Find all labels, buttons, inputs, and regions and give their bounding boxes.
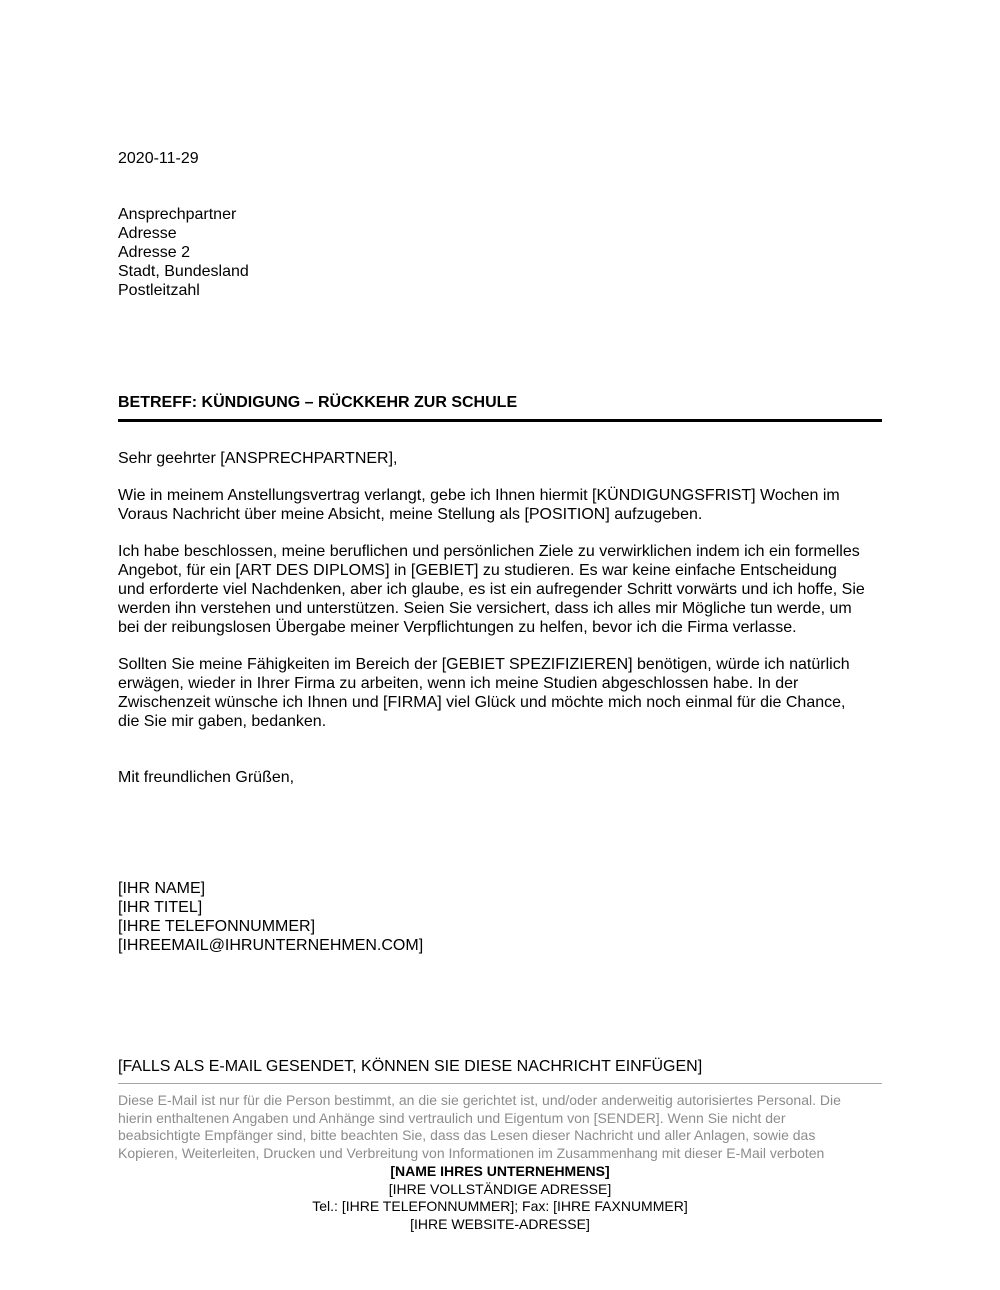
paragraph-line: bei der reibungslosen Übergabe meiner Verpflichtungen zu helfen, bevor ich die Firma verlasse. <box>118 619 797 636</box>
email-disclaimer <box>118 1092 882 1162</box>
body-paragraph-2 <box>118 542 882 637</box>
disclaimer-line: hierin enthaltenen Angaben und Anhänge sind vertraulich und Eigentum von [SENDER]. Wenn Sie nicht der <box>118 1109 786 1126</box>
paragraph-line: erwägen, wieder in Ihrer Firma zu arbeiten, wenn ich meine Studien abgeschlossen habe. In der <box>118 675 799 692</box>
email-note: [FALLS ALS E-MAIL GESENDET, KÖNNEN SIE DIESE NACHRICHT EINFÜGEN] <box>118 1058 703 1075</box>
company-name: [NAME IHRES UNTERNEHMENS] <box>390 1163 610 1179</box>
subject-divider <box>118 419 882 422</box>
sender-name: [IHR NAME] <box>118 880 206 897</box>
salutation: Sehr geehrter [ANSPRECHPARTNER], <box>118 450 398 467</box>
company-address: [IHRE VOLLSTÄNDIGE ADRESSE] <box>388 1180 612 1197</box>
recipient-city-state: Stadt, Bundesland <box>118 263 249 280</box>
paragraph-line: Zwischenzeit wünsche ich Ihnen und [FIRMA] viel Glück und möchte mich noch einmal für die Chance, <box>118 694 846 711</box>
body-paragraph-3 <box>118 655 882 731</box>
sender-title: [IHR TITEL] <box>118 899 203 916</box>
disclaimer-line: Kopieren, Weiterleiten, Drucken und Verbreitung von Informationen im Zusammenhang mit dieser E-Mail verboten <box>118 1144 825 1161</box>
recipient-address-line-1: Adresse <box>118 225 177 242</box>
recipient-address-line-2: Adresse 2 <box>118 244 191 261</box>
footer-divider <box>118 1083 882 1084</box>
paragraph-line: Angebot, für ein [ART DES DIPLOMS] in [GEBIET] zu studieren. Es war keine einfache Entscheidung <box>118 562 837 579</box>
letter-page <box>118 0 882 1290</box>
recipient-contact: Ansprechpartner <box>118 206 237 223</box>
paragraph-line: die Sie mir gaben, bedanken. <box>118 713 327 730</box>
letter-date: 2020-11-29 <box>118 150 199 167</box>
recipient-address <box>118 205 249 300</box>
paragraph-line: werden ihn verstehen und unterstützen. Seien Sie versichert, dass ich alles mir Mögliche tun werde, um <box>118 600 852 617</box>
company-footer <box>118 1163 882 1233</box>
paragraph-line: Sollten Sie meine Fähigkeiten im Bereich der [GEBIET SPEZIFIZIEREN] benötigen, würde ich natürlich <box>118 656 850 673</box>
recipient-postal-code: Postleitzahl <box>118 282 200 299</box>
disclaimer-line: beabsichtigte Empfänger sind, bitte beachten Sie, dass das Lesen dieser Nachricht und aller Anlagen, sowie das <box>118 1127 816 1143</box>
sender-phone: [IHRE TELEFONNUMMER] <box>118 918 316 935</box>
body-paragraph-1 <box>118 486 882 524</box>
sender-email: [IHREEMAIL@IHRUNTERNEHMEN.COM] <box>118 937 424 954</box>
subject-line: BETREFF: KÜNDIGUNG – RÜCKKEHR ZUR SCHULE <box>118 394 518 411</box>
disclaimer-line: Diese E-Mail ist nur für die Person bestimmt, an die sie gerichtet ist, und/oder anderweitig autorisiertes Personal. Die <box>118 1092 841 1108</box>
paragraph-line: und erforderte viel Nachdenken, aber ich glaube, es ist ein aufregender Schritt vorwärts und ich hoffe, Sie <box>118 581 865 598</box>
paragraph-line: Wie in meinem Anstellungsvertrag verlangt, gebe ich Ihnen hiermit [KÜNDIGUNGSFRIST] Wochen im <box>118 487 840 504</box>
paragraph-line: Ich habe beschlossen, meine beruflichen und persönlichen Ziele zu verwirklichen indem ich ein formelles <box>118 543 860 560</box>
company-phone-fax: Tel.: [IHRE TELEFONNUMMER]; Fax: [IHRE FAXNUMMER] <box>312 1198 688 1214</box>
company-website: [IHRE WEBSITE-ADRESSE] <box>410 1215 590 1232</box>
paragraph-line: Voraus Nachricht über meine Absicht, meine Stellung als [POSITION] aufzugeben. <box>118 506 703 523</box>
signature-block <box>118 879 423 955</box>
complimentary-close: Mit freundlichen Grüßen, <box>118 769 295 786</box>
